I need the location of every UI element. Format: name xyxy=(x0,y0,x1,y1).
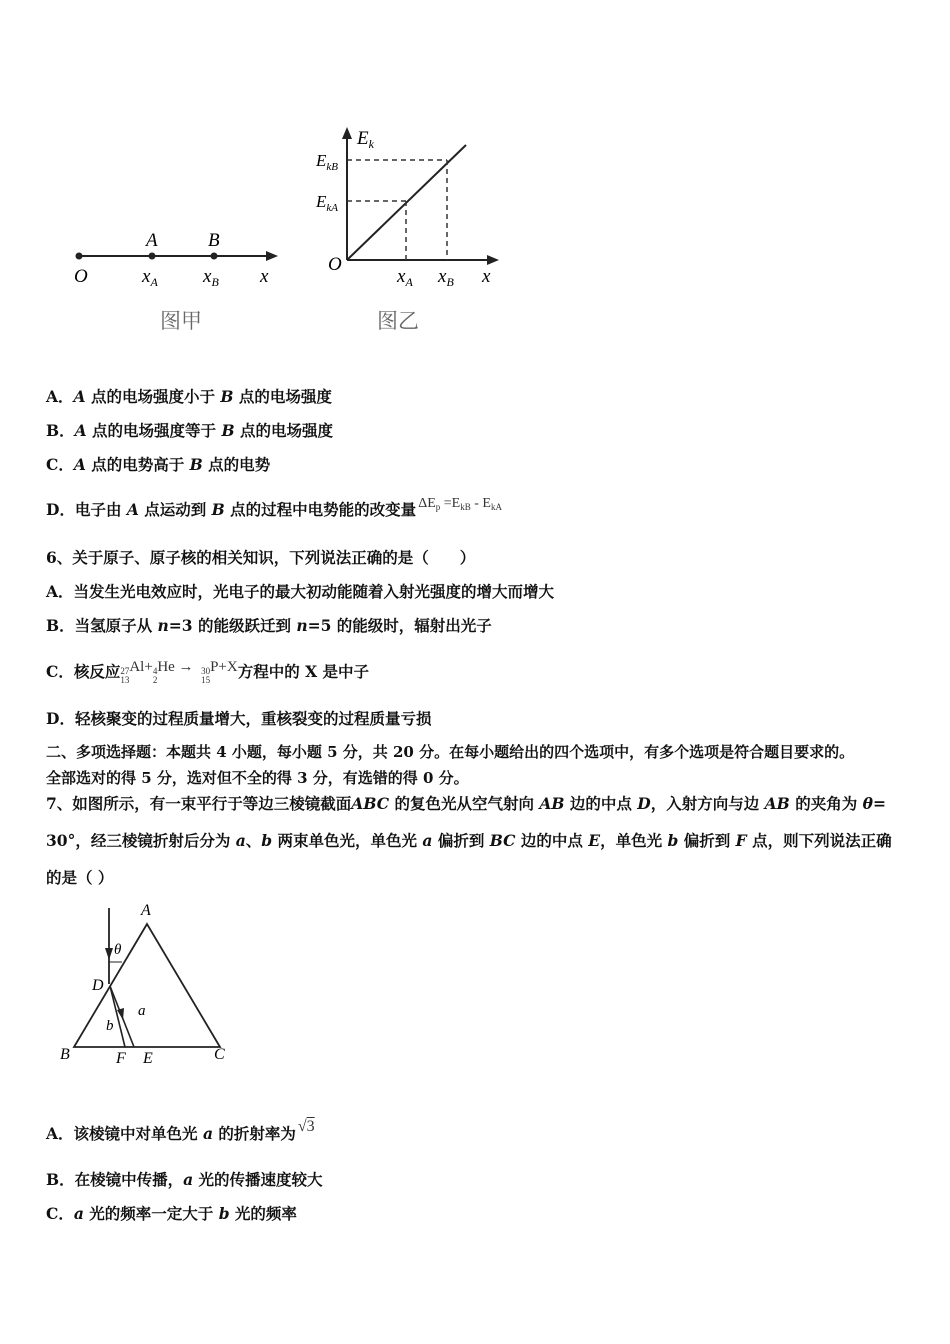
caption-jia: 图甲 xyxy=(160,309,202,333)
label-xb: $x_B$ xyxy=(203,266,219,289)
q5-option-c: C．A 点的电势高于 B 点的电势 xyxy=(46,455,271,474)
label-b: B xyxy=(60,1046,70,1063)
incident-arrow xyxy=(105,948,113,960)
label-c: C xyxy=(214,1046,225,1063)
label-xa2: $x_A$ xyxy=(397,266,413,289)
label-o2: O xyxy=(328,254,342,275)
label-a: A xyxy=(146,230,158,251)
q6-option-d: D．轻核聚变的过程质量增大，重核裂变的过程质量亏损 xyxy=(46,709,432,728)
q7-stem-line1: 7、如图所示，有一束平行于等边三棱镜截面ABC 的复色光从空气射向 AB 边的中点 D，入射方向与边 AB 的夹角为 θ= xyxy=(46,794,886,813)
q6-option-b: B．当氢原子从 n=3 的能级跃迁到 n=5 的能级时，辐射出光子 xyxy=(46,616,492,635)
label-e: E xyxy=(143,1050,153,1067)
q6-option-c: C．核反应 27 13 Al+ 4 2 He → 30 15 P+X方程中的 X 是中子 xyxy=(46,659,370,685)
label-b: B xyxy=(208,230,220,251)
q7-option-a: A．该棱镜中对单色光 a 的折射率为 √3 xyxy=(46,1118,315,1143)
label-xa: $x_A$ xyxy=(142,266,158,289)
label-f: F xyxy=(116,1050,126,1067)
q5-option-b: B．A 点的电场强度等于 B 点的电场强度 xyxy=(46,421,333,440)
label-ekb: $E_{kB}$ xyxy=(316,151,338,173)
prism-figure xyxy=(52,900,242,1072)
nuclear-equation: 27 13 Al+ 4 2 He → 30 15 P+X xyxy=(120,659,238,685)
label-a: A xyxy=(141,902,151,919)
q7-option-b: B．在棱镜中传播，a 光的传播速度较大 xyxy=(46,1170,323,1189)
label-eka: $E_{kA}$ xyxy=(316,192,338,214)
label-x: x xyxy=(260,266,269,287)
section-2-line1: 二、多项选择题：本题共 4 小题，每小题 5 分，共 20 分。在每小题给出的四个选项中，有多个选项是符合题目要求的。 xyxy=(46,743,855,761)
energy-formula: $\Delta E_p =E_{kB} - E_{kA}$ xyxy=(418,496,502,512)
figure-yi xyxy=(312,122,512,342)
q7-stem-line2: 30°，经三棱镜折射后分为 a、b 两束单色光，单色光 a 偏折到 BC 边的中点 E，单色光 b 偏折到 F 点，则下列说法正确 xyxy=(46,831,892,850)
q6-option-a: A．当发生光电效应时，光电子的最大初动能随着入射光强度的增大而增大 xyxy=(46,582,555,601)
q5-option-a: A．A 点的电场强度小于 B 点的电场强度 xyxy=(46,387,332,406)
point-o xyxy=(76,253,83,260)
point-a xyxy=(149,253,156,260)
q7-stem-line3: 的是（ ） xyxy=(46,868,114,887)
q6-stem: 6、关于原子、原子核的相关知识，下列说法正确的是（ ） xyxy=(46,548,476,567)
x-axis-arrow xyxy=(487,255,499,265)
point-b xyxy=(211,253,218,260)
label-x2: x xyxy=(482,266,491,287)
label-ek: $E_k$ xyxy=(357,128,374,151)
sqrt-formula: √3 xyxy=(297,1118,315,1135)
q5-option-d: D．电子由 A 点运动到 B 点的过程中电势能的改变量 $\Delta E_p =E_{kB} - E_{kA}$ xyxy=(46,496,502,519)
label-theta: θ xyxy=(114,942,122,958)
label-ray-b: b xyxy=(106,1018,114,1034)
section-2-line2: 全部选对的得 5 分，选对但不全的得 3 分，有选错的得 0 分。 xyxy=(46,769,469,787)
q7-option-c: C．a 光的频率一定大于 b 光的频率 xyxy=(46,1204,297,1223)
figure-jia xyxy=(66,222,290,342)
label-d: D xyxy=(92,977,104,994)
label-ray-a: a xyxy=(138,1003,146,1019)
label-xb2: $x_B$ xyxy=(438,266,454,289)
axis-arrow xyxy=(266,251,278,261)
caption-yi: 图乙 xyxy=(377,309,419,333)
y-axis-arrow xyxy=(342,127,352,139)
label-o: O xyxy=(74,266,88,287)
